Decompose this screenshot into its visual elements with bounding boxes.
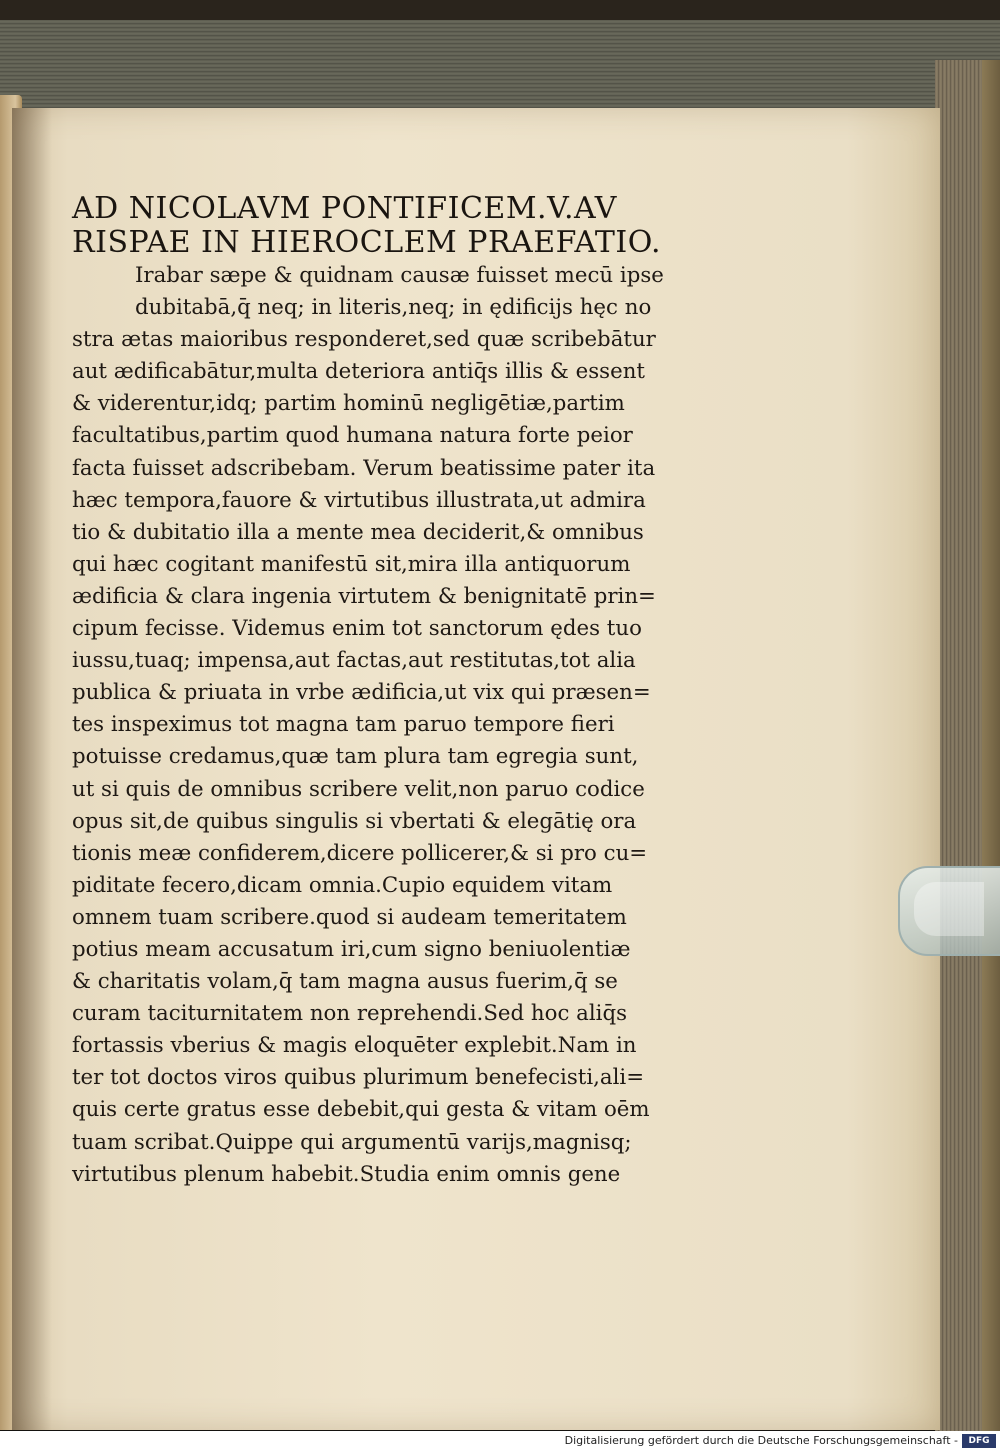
body-line: ut si quis de omnibus scribere velit,non paruo codice [72,776,645,802]
page-spine-shadow [12,108,52,1430]
body-line: fortassis vberius & magis eloquēter explebit.Nam in [72,1033,637,1059]
glass-highlight [914,882,984,936]
body-line: ter tot doctos viros quibus plurimum benefecisti,ali= [72,1065,645,1091]
body-line: cipum fecisse. Videmus enim tot sanctorum ędes tuo [72,616,642,642]
body-line: piditate fecero,dicam omnia.Cupio equidem vitam [72,872,613,898]
dfg-logo: DFG [962,1434,996,1448]
body-line: facultatibus,partim quod humana natura forte peior [72,423,633,449]
body-line: ædificia & clara ingenia virtutem & benignitatē prin= [72,583,656,609]
heading-line: AD NICOLAVM PONTIFICEM.V.AV [72,191,617,226]
heading-line: RISPAE IN HIEROCLEM PRAEFATIO. [72,225,662,260]
funding-notice: Digitalisierung gefördert durch die Deutsche Forschungsgemeinschaft - [564,1434,958,1447]
body-line: publica & priuata in vrbe ædificia,ut vix qui præsen= [72,680,651,706]
body-line: stra ætas maioribus responderet,sed quæ scribebātur [72,327,656,353]
book-cover-top [0,0,1000,20]
body-line: tio & dubitatio illa a mente mea deciderit,& omnibus [72,519,644,545]
book-page [12,108,940,1430]
body-line: aut ædificabātur,multa deteriora antiq̄s illis & essent [72,359,645,385]
body-line: & viderentur,idq; partim hominū negligētiæ,partim [72,391,625,417]
body-line: facta fuisset adscribebam. Verum beatissime pater ita [72,455,656,481]
book-top-edge [0,0,1000,115]
body-line: hæc tempora,fauore & virtutibus illustrata,ut admira [72,487,646,513]
body-line: potuisse credamus,quæ tam plura tam egregia sunt, [72,744,639,770]
text-block [72,192,702,1191]
body-line: dubitabā,q̄ neq; in literis,neq; in ędificijs hęc no [135,295,652,321]
footer-bar [0,1431,1000,1451]
body-line: iussu,tuaq; impensa,aut factas,aut restitutas,tot alia [72,648,636,674]
body-line: curam taciturnitatem non reprehendi.Sed hoc aliq̄s [72,1001,628,1027]
body-line: omnem tuam scribere.quod si audeam temeritatem [72,904,627,930]
body-line: virtutibus plenum habebit.Studia enim omnis gene [72,1161,621,1187]
body-line: tes inspeximus tot magna tam paruo tempore fieri [72,712,615,738]
book-right-edge [935,60,1000,1445]
body-line: tionis meæ confiderem,dicere pollicerer,& si pro cu= [72,840,648,866]
book-cover-right [982,60,1000,1445]
body-line: tuam scribat.Quippe qui argumentū varijs,magnisq; [72,1129,632,1155]
body-line: qui hæc cogitant manifestū sit,mira illa antiquorum [72,551,631,577]
glass-page-weight [898,866,1000,956]
body-line: & charitatis volam,q̄ tam magna ausus fuerim,q̄ se [72,969,618,995]
body-line: quis certe gratus esse debebit,qui gesta & vitam oēm [72,1097,650,1123]
body-line: opus sit,de quibus singulis si vbertati & elegātię ora [72,808,637,834]
body-line: potius meam accusatum iri,cum signo beniuolentiæ [72,936,631,962]
body-line: Irabar sæpe & quidnam causæ fuisset mecū ipse [135,263,664,288]
